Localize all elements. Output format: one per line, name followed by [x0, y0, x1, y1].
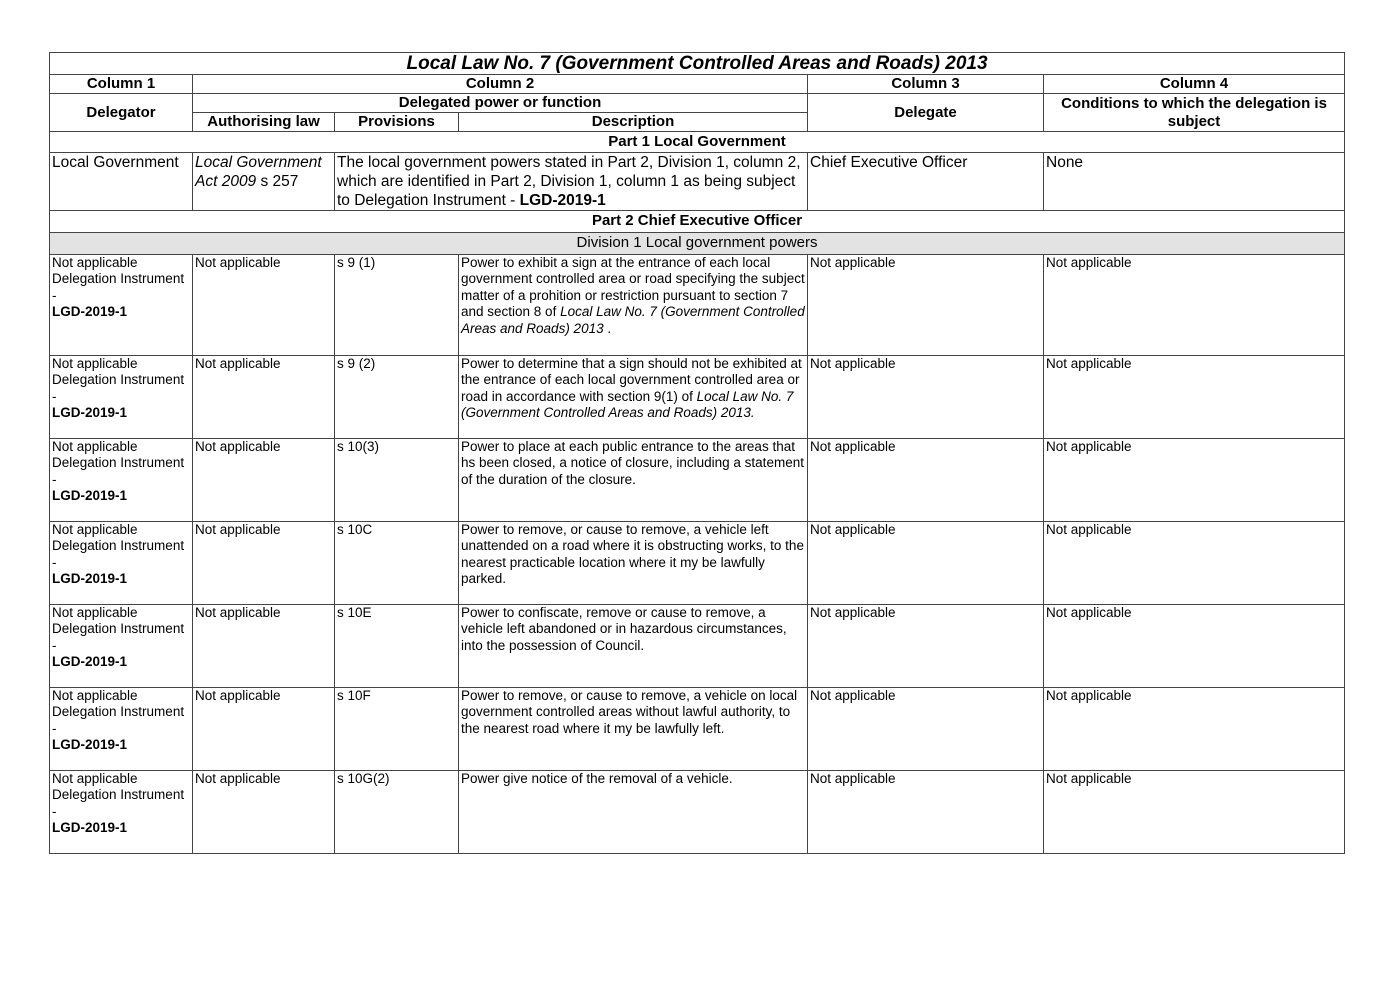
authorising-law-cell: Not applicable: [193, 688, 335, 771]
delegate-cell: Not applicable: [808, 771, 1044, 854]
delegator-cell: [50, 771, 193, 854]
description-law-name: Local Law No. 7 (Government Controlled Areas and Roads) 2013: [461, 304, 805, 336]
description-cell: [459, 356, 808, 439]
delegate-cell: Not applicable: [808, 605, 1044, 688]
instrument-code: LGD-2019-1: [52, 571, 128, 587]
provision-cell: s 10E: [335, 605, 459, 688]
column-4-heading: Column 4: [1044, 75, 1345, 94]
conditions-cell: Not applicable: [1044, 771, 1345, 854]
delegate-heading: Delegate: [808, 94, 1044, 132]
instrument-code: LGD-2019-1: [52, 488, 128, 504]
document-title: Local Law No. 7 (Government Controlled Areas and Roads) 2013: [50, 53, 1345, 75]
description-cell: [459, 255, 808, 356]
authorising-law-cell: Not applicable: [193, 605, 335, 688]
description-text: Power to exhibit a sign at the entrance of each local government controlled area or road specifying the subject matter of a prohition or restriction pursuant to section 7 and section 8 of: [461, 255, 805, 320]
column-3-heading: Column 3: [808, 75, 1044, 94]
authorising-act-section: s 257: [256, 173, 299, 190]
authorising-law-cell: Not applicable: [193, 356, 335, 439]
instrument-code: LGD-2019-1: [52, 654, 128, 670]
delegator-line: Not applicable: [52, 522, 138, 537]
description-cell: [459, 771, 808, 854]
column-1-heading: Column 1: [50, 75, 193, 94]
description-text: Power to remove, or cause to remove, a vehicle on local government controlled areas without lawful authority, to the nearest road where it my be lawfully left.: [461, 688, 798, 736]
delegated-power-heading: Delegated power or function: [193, 94, 808, 113]
authorising-act-name: Local Government Act 2009: [195, 154, 322, 190]
delegator-cell: [50, 688, 193, 771]
provision-cell: s 10C: [335, 522, 459, 605]
authorising-law-cell: Not applicable: [193, 522, 335, 605]
description-text: Power give notice of the removal of a vehicle.: [461, 771, 733, 786]
delegate-cell: Not applicable: [808, 439, 1044, 522]
description-text: Power to remove, or cause to remove, a vehicle left unattended on a road where it is obstructing works, to the nearest practicable location where it my be lawfully parked.: [461, 522, 804, 587]
part-1-delegator: Local Government: [50, 153, 193, 211]
table-row: [50, 439, 1345, 522]
delegator-line: Delegation Instrument -: [52, 704, 185, 736]
description-law-name: Local Law No. 7 (Government Controlled Areas and Roads) 2013.: [461, 388, 794, 421]
conditions-cell: Not applicable: [1044, 439, 1345, 522]
delegate-cell: Not applicable: [808, 255, 1044, 356]
instrument-code: LGD-2019-1: [52, 405, 128, 421]
delegator-cell: [50, 522, 193, 605]
provision-cell: s 9 (1): [335, 255, 459, 356]
delegator-cell: [50, 255, 193, 356]
table-row: [50, 255, 1345, 356]
instrument-code: LGD-2019-1: [52, 737, 128, 753]
delegator-line: Delegation Instrument -: [52, 538, 185, 570]
part-1-authorising-law: [193, 153, 335, 211]
part-1-row: [50, 153, 1345, 211]
part-1-description: [335, 153, 808, 211]
description-text: Power to place at each public entrance to the areas that hs been closed, a notice of closure, including a statement of the duration of the closure.: [461, 439, 804, 487]
part-1-conditions: None: [1044, 153, 1345, 211]
part-1-description-text: The local government powers stated in Part 2, Division 1, column 2, which are identified in Part 2, Division 1, column 1 as being subject to Delegation Instrument -: [337, 154, 801, 209]
delegator-cell: [50, 605, 193, 688]
table-row: [50, 605, 1345, 688]
table-row: [50, 356, 1345, 439]
part-1-heading: Part 1 Local Government: [50, 132, 1345, 153]
delegator-line: Not applicable: [52, 255, 138, 270]
description-cell: [459, 605, 808, 688]
delegator-line: Delegation Instrument -: [52, 271, 185, 303]
delegator-line: Delegation Instrument -: [52, 621, 185, 653]
description-text: Power to confiscate, remove or cause to remove, a vehicle left abandoned or in hazardous circumstances, into the possession of Council.: [461, 605, 787, 653]
description-cell: [459, 439, 808, 522]
authorising-law-cell: Not applicable: [193, 439, 335, 522]
description-cell: [459, 522, 808, 605]
delegator-line: Delegation Instrument -: [52, 455, 185, 487]
part-1-instrument-code: LGD-2019-1: [519, 192, 606, 209]
delegator-cell: [50, 439, 193, 522]
provisions-heading: Provisions: [335, 113, 459, 132]
provision-cell: s 10(3): [335, 439, 459, 522]
delegate-cell: Not applicable: [808, 688, 1044, 771]
delegator-line: Not applicable: [52, 439, 138, 454]
conditions-heading: Conditions to which the delegation is subject: [1044, 94, 1345, 132]
column-2-heading: Column 2: [193, 75, 808, 94]
table-row: [50, 688, 1345, 771]
instrument-code: LGD-2019-1: [52, 304, 128, 320]
description-heading: Description: [459, 113, 808, 132]
authorising-law-cell: Not applicable: [193, 771, 335, 854]
delegator-line: Delegation Instrument -: [52, 787, 185, 819]
provision-cell: s 10G(2): [335, 771, 459, 854]
conditions-cell: Not applicable: [1044, 605, 1345, 688]
part-2-heading: Part 2 Chief Executive Officer: [50, 211, 1345, 233]
description-end: .: [603, 320, 612, 336]
description-cell: [459, 688, 808, 771]
provision-cell: s 9 (2): [335, 356, 459, 439]
authorising-law-heading: Authorising law: [193, 113, 335, 132]
delegator-heading: Delegator: [50, 94, 193, 132]
delegate-cell: Not applicable: [808, 356, 1044, 439]
conditions-cell: Not applicable: [1044, 356, 1345, 439]
conditions-cell: Not applicable: [1044, 688, 1345, 771]
instrument-code: LGD-2019-1: [52, 820, 128, 836]
description-text: Power to determine that a sign should not be exhibited at the entrance of each local government controlled area or road in accordance with section 9(1) of: [461, 356, 802, 404]
part-1-delegate: Chief Executive Officer: [808, 153, 1044, 211]
delegator-line: Not applicable: [52, 688, 138, 703]
delegator-line: Not applicable: [52, 605, 138, 620]
table-row: [50, 771, 1345, 854]
provision-cell: s 10F: [335, 688, 459, 771]
authorising-law-cell: Not applicable: [193, 255, 335, 356]
delegate-cell: Not applicable: [808, 522, 1044, 605]
delegator-line: Not applicable: [52, 771, 138, 786]
division-1-heading: Division 1 Local government powers: [50, 233, 1345, 255]
delegator-cell: [50, 356, 193, 439]
table-row: [50, 522, 1345, 605]
delegation-table: [49, 52, 1345, 854]
conditions-cell: Not applicable: [1044, 255, 1345, 356]
delegator-line: Delegation Instrument -: [52, 372, 185, 404]
conditions-cell: Not applicable: [1044, 522, 1345, 605]
power-rows: [50, 255, 1345, 854]
delegator-line: Not applicable: [52, 356, 138, 371]
